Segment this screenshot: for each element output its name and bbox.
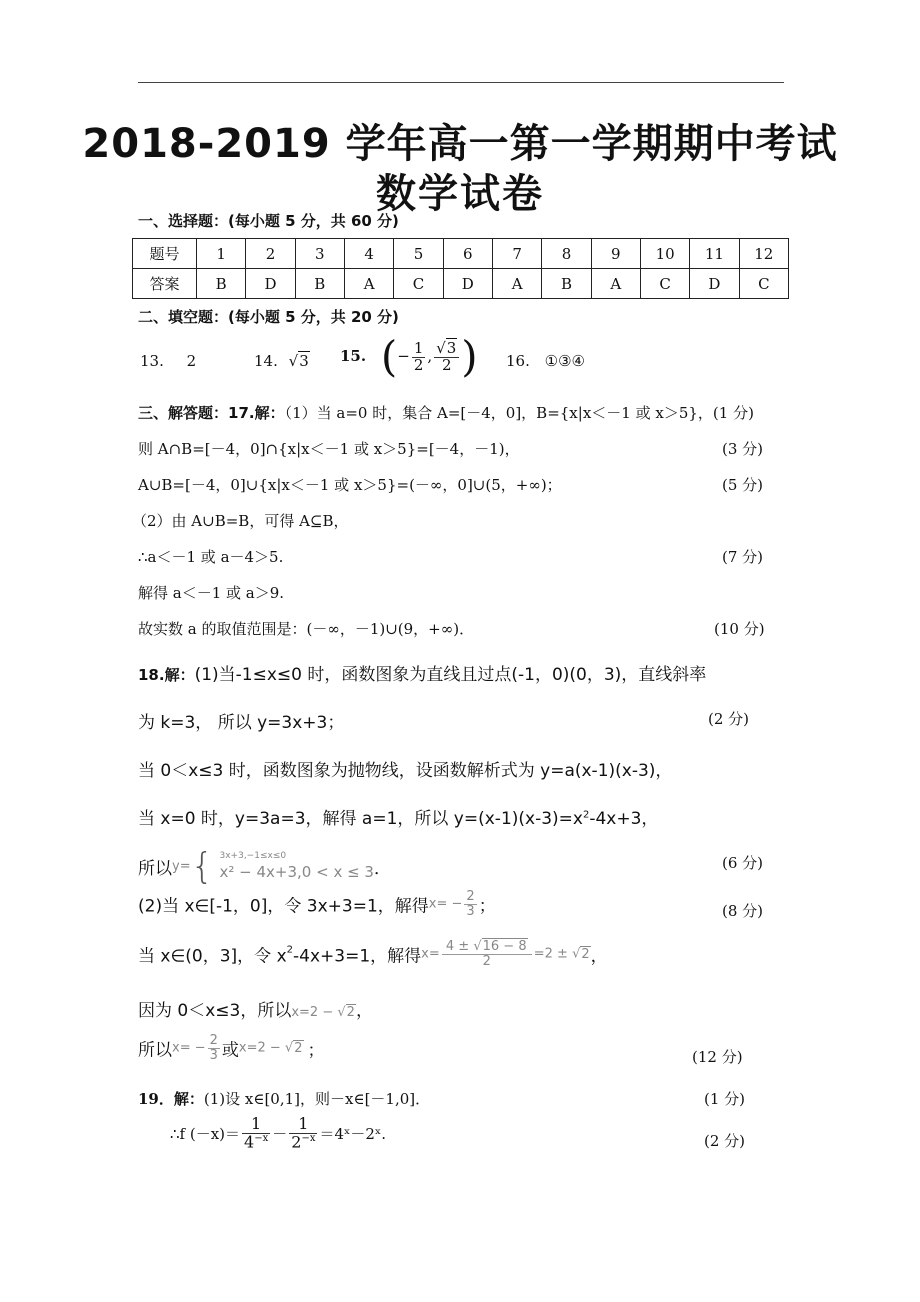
q18-line8: 因为 0＜x≤3，所以x=2 − √2， [138, 1001, 373, 1021]
q18-line6-prefix: (2)当 x∈[-1，0]，令 3x+3=1，解得 [138, 896, 429, 917]
answer-cell: D [690, 269, 739, 299]
table-row [133, 239, 789, 269]
exam-title: 2018-2019 学年高一第一学期期中考试 [82, 121, 838, 167]
answer-cell: A [344, 269, 393, 299]
fill-answer-13 [140, 352, 196, 370]
q18-line8-x: x=2 − [291, 1005, 338, 1020]
table-row [133, 269, 789, 299]
q19-line2-prefix: ∴f (－x)＝ [170, 1124, 241, 1143]
q19-f2-den: 2 [291, 1132, 302, 1152]
q18-line7-num-rad: 16 − 8 [482, 939, 527, 954]
q19-f2-exp: −x [301, 1132, 316, 1144]
answer-cell: D [246, 269, 295, 299]
section1-heading: 一、选择题：(每小题 5 分，共 60 分) [138, 212, 399, 230]
q16-label: 16. [506, 352, 530, 370]
q15-label: 15. [340, 347, 367, 365]
q19-score-2: (2 分) [704, 1132, 746, 1150]
q14-label: 14. [254, 352, 278, 370]
q18-line4-b: -4x+3， [589, 809, 659, 829]
q18-line4-a: 当 x=0 时，y=3a=3，解得 a=1，所以 y=(x-1)(x-3)=x [138, 809, 583, 829]
q18-line8-rad: 2 [346, 1005, 355, 1020]
q18-line9-rad: 2 [294, 1040, 303, 1056]
q18-line5-suffix: ． [373, 859, 391, 879]
q18-line9-suffix: ； [307, 1040, 325, 1061]
fill-answer-16 [506, 352, 585, 370]
fill-answer-14: 14. √3 [254, 352, 309, 370]
q18-score-6: (6 分) [722, 854, 764, 872]
question-number: 9 [591, 239, 640, 269]
q15-frac1-num: 1 [413, 338, 424, 357]
q18-line5-prefix: 所以 [138, 859, 172, 879]
q18-line7-eq: =2 ± [533, 946, 573, 962]
q18-line6-num: 2 [466, 889, 475, 904]
q18-line7: 当 x∈(0，3]，令 $x^2-4x+3=1$，解得x= $\frac{4 \pm √16 - 8}{2}$ =2 ± √2， [138, 939, 608, 969]
q18-line5: 所以y={ 3x+3,−1≤x≤0 x² − 4x+3,0 < x ≤ 3 ． [138, 846, 391, 887]
question-number: 5 [394, 239, 443, 269]
q18-line6 [138, 890, 496, 918]
answer-cell: B [197, 269, 246, 299]
q17-score-7: (7 分) [722, 548, 764, 566]
q18-line9-or: 或 [221, 1040, 239, 1061]
q18-line1 [138, 660, 706, 685]
answer-cell: B [542, 269, 591, 299]
q18-line9-num: 2 [209, 1033, 218, 1048]
q19-line1 [138, 1088, 430, 1109]
q18-score-2: (2 分) [708, 710, 750, 728]
q19-line2 [170, 1116, 386, 1151]
q17-line2: 则 A∩B=[－4，0]∩{x|x＜－1 或 x＞5}=[－4，－1)， [138, 440, 520, 458]
question-number: 2 [246, 239, 295, 269]
q19-f1-exp: −x [254, 1132, 269, 1144]
q14-radicand: 3 [299, 352, 309, 370]
row-header-number: 题号 [133, 239, 197, 269]
q18-line7-a: 当 x∈(0，3]，令 x [138, 946, 287, 967]
q18-line9-x: x= − [172, 1040, 206, 1056]
q18-line8-prefix: 因为 0＜x≤3，所以 [138, 1001, 292, 1021]
q15-frac1-den: 2 [413, 355, 424, 374]
question-number: 6 [443, 239, 492, 269]
question-number: 10 [640, 239, 689, 269]
q16-answer: ①③④ [544, 352, 585, 370]
question-number: 1 [197, 239, 246, 269]
q18-line6-den: 3 [466, 903, 475, 919]
q19-f1-num: 1 [242, 1116, 270, 1134]
q18-score-12: (12 分) [692, 1048, 743, 1066]
answer-cell: B [295, 269, 344, 299]
q17-line4: （2）由 A∪B=B，可得 A⊆B， [132, 512, 349, 530]
q18-case2: x² − 4x+3,0 < x ≤ 3 [219, 862, 374, 881]
q18-line7-num-pre: 4 ± [445, 939, 474, 954]
q18-score-8: (8 分) [722, 902, 764, 920]
question-number: 7 [492, 239, 541, 269]
q18-line9: 所以x= − $\frac{2}{3}$ 或x=2 − √2 ； [138, 1033, 325, 1063]
q17-line1 [138, 402, 754, 423]
answer-table [132, 238, 789, 299]
q18-line2: 为 k=3， 所以 y=3x+3； [138, 713, 345, 733]
exam-subtitle: 数学试卷 [376, 171, 544, 217]
q17-score-10: (10 分) [714, 620, 765, 638]
q17-score-3: (3 分) [722, 440, 764, 458]
q17-text: （1）当 a=0 时，集合 A=[－4，0]，B={x|x＜－1 或 x＞5}，(1 分) [284, 404, 754, 422]
q18-label: 18.解： [138, 666, 195, 684]
question-number: 11 [690, 239, 739, 269]
q18-line8-suffix: ， [355, 1001, 373, 1021]
q18-line7-rad: 2 [581, 946, 590, 962]
q19-line2-suffix: ＝4ˣ－2ˣ. [319, 1124, 387, 1143]
q18-line9-den: 3 [209, 1047, 218, 1063]
q18-line9-prefix: 所以 [138, 1040, 172, 1061]
question-number: 8 [542, 239, 591, 269]
q18-line7-b: -4x+3=1，解得 [293, 946, 422, 967]
answer-cell: C [640, 269, 689, 299]
row-header-answer: 答案 [133, 269, 197, 299]
q17-line3: A∪B=[－4，0]∪{x|x＜－1 或 x＞5}=(－∞，0]∪(5，+∞)； [138, 476, 562, 494]
q19-text: (1)设 x∈[0,1]，则－x∈[－1,0]． [203, 1090, 431, 1108]
question-number: 4 [344, 239, 393, 269]
answer-cell: A [591, 269, 640, 299]
q17-score-5: (5 分) [722, 476, 764, 494]
q13-answer: 2 [186, 352, 197, 370]
q19-label: 19．解： [138, 1090, 204, 1108]
question-number: 3 [295, 239, 344, 269]
q17-line7: 故实数 a 的取值范围是：(－∞，－1)∪(9，+∞)． [138, 620, 475, 638]
answer-cell: C [394, 269, 443, 299]
q19-score-1: (1 分) [704, 1090, 746, 1108]
q17-line6: 解得 a＜－1 或 a＞9. [138, 584, 285, 602]
q18-line7-den: 2 [482, 953, 491, 969]
fill-answer-15: 15. (− $\frac{1}{2}$ , $\frac{√3}{2}$ ) [340, 332, 478, 381]
q15-frac2-den: 2 [441, 355, 452, 374]
q15-frac2-num: 3 [446, 338, 457, 357]
answer-cell: D [443, 269, 492, 299]
q19-f2-num: 1 [289, 1116, 317, 1134]
q18-line7-sup: 2 [286, 944, 294, 956]
q13-label: 13. [140, 352, 164, 370]
header-rule [138, 82, 784, 83]
q17-line5: ∴a＜－1 或 a－4＞5. [138, 548, 284, 566]
section3-heading: 三、解答题：17.解： [138, 404, 285, 422]
section2-heading: 二、填空题：(每小题 5 分，共 20 分) [138, 308, 399, 326]
q19-f1-den: 4 [244, 1132, 255, 1152]
q18-line6-suffix: ； [478, 896, 496, 917]
question-number: 12 [739, 239, 788, 269]
answer-cell: A [492, 269, 541, 299]
q18-line5-y: y= [172, 859, 191, 874]
q18-line4 [138, 804, 658, 829]
q18-line3: 当 0＜x≤3 时，函数图象为抛物线，设函数解析式为 y=a(x-1)(x-3)， [138, 761, 673, 781]
q18-case1: 3x+3,−1≤x≤0 [219, 850, 287, 861]
q19-minus: － [272, 1124, 288, 1143]
q18-line9-x2: x=2 − [238, 1040, 285, 1056]
q15-sign: − [397, 347, 410, 365]
q18-text: (1)当-1≤x≤0 时，函数图象为直线且过点(-1，0)(0，3)，直线斜率 [194, 665, 707, 685]
answer-cell: C [739, 269, 788, 299]
q18-line6-x: x= − [428, 896, 463, 912]
q18-line7-x: x= [421, 946, 440, 962]
q18-line4-sup: 2 [582, 809, 590, 821]
q18-line7-suffix: ， [590, 946, 608, 967]
